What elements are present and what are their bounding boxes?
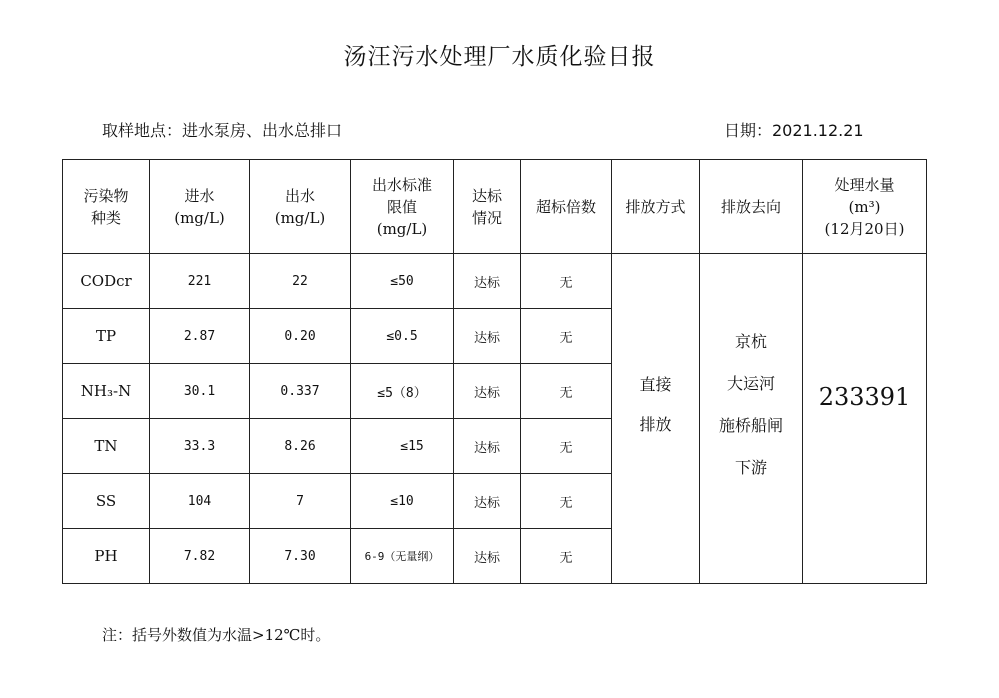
sampling-location: 取样地点：进水泵房、出水总排口 bbox=[102, 121, 343, 140]
report-date: 日期：2021.12.21 bbox=[724, 121, 864, 140]
report-title: 汤汪污水处理厂水质化验日报 bbox=[343, 44, 656, 70]
limit-value: ≤50 bbox=[351, 254, 454, 309]
exceed-value: 无 bbox=[521, 309, 612, 364]
header-method: 排放方式 bbox=[612, 160, 700, 254]
header-pollutant: 污染物 种类 bbox=[63, 160, 150, 254]
status-value: 达标 bbox=[454, 474, 521, 529]
exceed-value: 无 bbox=[521, 254, 612, 309]
pollutant-name: TN bbox=[63, 419, 150, 474]
inflow-value: 104 bbox=[150, 474, 250, 529]
exceed-value: 无 bbox=[521, 474, 612, 529]
pollutant-name: PH bbox=[63, 529, 150, 584]
outflow-value: 7 bbox=[250, 474, 351, 529]
exceed-value: 无 bbox=[521, 364, 612, 419]
inflow-value: 30.1 bbox=[150, 364, 250, 419]
water-quality-table bbox=[62, 159, 927, 584]
discharge-method: 直接 排放 bbox=[612, 254, 700, 584]
outflow-value: 22 bbox=[250, 254, 351, 309]
pollutant-name: TP bbox=[63, 309, 150, 364]
header-volume: 处理水量 (m³) (12月20日) bbox=[803, 160, 927, 254]
header-exceed: 超标倍数 bbox=[521, 160, 612, 254]
header-outflow: 出水 (mg/L) bbox=[250, 160, 351, 254]
status-value: 达标 bbox=[454, 419, 521, 474]
pollutant-name: CODcr bbox=[63, 254, 150, 309]
limit-value: 6-9（无量纲） bbox=[351, 529, 454, 584]
status-value: 达标 bbox=[454, 364, 521, 419]
header-row bbox=[63, 160, 927, 254]
inflow-value: 2.87 bbox=[150, 309, 250, 364]
limit-value: ≤15 bbox=[351, 419, 454, 474]
inflow-value: 33.3 bbox=[150, 419, 250, 474]
treated-volume: 233391 bbox=[803, 254, 927, 584]
outflow-value: 7.30 bbox=[250, 529, 351, 584]
pollutant-name: NH₃-N bbox=[63, 364, 150, 419]
inflow-value: 7.82 bbox=[150, 529, 250, 584]
header-destination: 排放去向 bbox=[700, 160, 803, 254]
outflow-value: 0.337 bbox=[250, 364, 351, 419]
footnote: 注：括号外数值为水温>12℃时。 bbox=[102, 626, 331, 644]
limit-value: ≤0.5 bbox=[351, 309, 454, 364]
outflow-value: 0.20 bbox=[250, 309, 351, 364]
status-value: 达标 bbox=[454, 309, 521, 364]
limit-value: ≤10 bbox=[351, 474, 454, 529]
exceed-value: 无 bbox=[521, 419, 612, 474]
pollutant-name: SS bbox=[63, 474, 150, 529]
outflow-value: 8.26 bbox=[250, 419, 351, 474]
status-value: 达标 bbox=[454, 529, 521, 584]
header-inflow: 进水 (mg/L) bbox=[150, 160, 250, 254]
limit-value: ≤5（8） bbox=[351, 364, 454, 419]
exceed-value: 无 bbox=[521, 529, 612, 584]
inflow-value: 221 bbox=[150, 254, 250, 309]
discharge-destination: 京杭 大运河 施桥船闸 下游 bbox=[700, 254, 803, 584]
status-value: 达标 bbox=[454, 254, 521, 309]
header-status: 达标 情况 bbox=[454, 160, 521, 254]
table-row bbox=[63, 254, 927, 309]
header-limit: 出水标准 限值 (mg/L) bbox=[351, 160, 454, 254]
